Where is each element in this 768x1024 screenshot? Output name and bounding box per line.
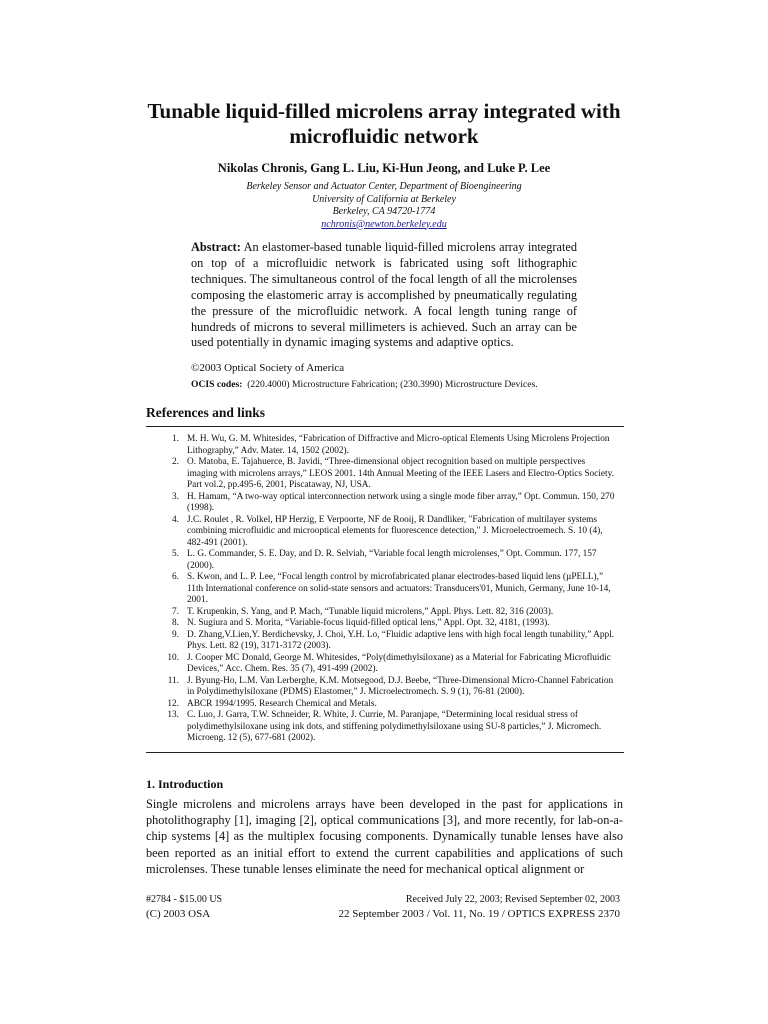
affiliation-line: Berkeley, CA 94720-1774 xyxy=(332,206,436,217)
reference-text: S. Kwon, and L. P. Lee, “Focal length control by microfabricated planar electrodes-based liquid lens (µPELL),” 11th International conference on solid-state sensors and actuators: Transducers'01, Munich, Germany, June 10-14, 2001. xyxy=(187,572,611,605)
references-heading: References and links xyxy=(146,405,266,420)
footer-right xyxy=(338,893,620,921)
reference-text: D. Zhang,V.Lien,Y. Berdichevsky, J. Choi, Y.H. Lo, “Fluidic adaptive lens with high focal length tunability,” Appl. Phys. Lett. 82 (19), 3171-3172 (2003). xyxy=(187,629,615,651)
ocis-codes xyxy=(191,379,538,390)
reference-number: 13. xyxy=(167,710,179,720)
footer-received: Received July 22, 2003; Revised September 02, 2003 xyxy=(405,894,620,905)
divider xyxy=(146,752,624,753)
reference-item xyxy=(146,515,624,550)
reference-item xyxy=(146,630,624,653)
affiliation xyxy=(150,181,618,231)
reference-text: H. Hamam, “A two-way optical interconnection network using a single mode fiber array,” Opt. Commun. 150, 270 (1998). xyxy=(187,491,615,513)
reference-number: 4. xyxy=(172,514,179,525)
section-heading: 1. Introduction xyxy=(146,777,224,791)
reference-number: 3. xyxy=(172,491,179,502)
reference-number: 12. xyxy=(167,698,179,709)
reference-number: 2. xyxy=(172,457,179,467)
reference-text: L. G. Commander, S. E. Day, and D. R. Selviah, “Variable focal length microlenses,” Opt. Commun. 177, 157 (2000). xyxy=(187,549,597,571)
reference-text: J.C. Roulet , R. Volkel, HP Herzig, E Verpoorte, NF de Rooij, R Dandliker, "Fabrication of multilayer systems combining microfluidic and microoptical elements for fluorescence detection," J. Microelectroemech. S. 10 (4), 482-491 (2001). xyxy=(187,514,603,548)
reference-list xyxy=(146,434,624,745)
ocis-label: OCIS codes: xyxy=(191,379,243,390)
reference-number: 8. xyxy=(172,618,179,628)
reference-item xyxy=(146,549,624,572)
reference-text: O. Matoba, E. Tajahuerce, B. Javidi, “Three-dimensional object recognition based on multiple perspectives imaging with microlens arrays,” LEOS 2001. 14th Annual Meeting of the IEEE Lasers and Electro-Optics Society. Part vol.2, pp.495-6, 2001, Piscataway, NJ, USA. xyxy=(187,457,614,490)
reference-item xyxy=(146,676,624,699)
abstract-label: Abstract: xyxy=(191,240,241,254)
footer-price: #2784 - $15.00 US xyxy=(146,894,223,905)
reference-text: C. Luo, J. Garra, T.W. Schneider, R. White, J. Currie, M. Paranjape, “Determining local residual stress of polydimethylsiloxane using ink dots, and stiffening polydimethylsiloxane using SU-8 particles,” J. Micromech. Microeng. 12 (5), 677-681 (2002). xyxy=(187,710,602,743)
footer-journal-info: 22 September 2003 / Vol. 11, No. 19 / OPTICS EXPRESS 2370 xyxy=(338,908,620,920)
abstract xyxy=(191,240,577,351)
reference-number: 5. xyxy=(172,549,179,559)
reference-text: J. Cooper MC Donald, George M. Whitesides, “Poly(dimethylsiloxane) as a Material for Fabricating Microfluidic Devices,” Acc. Chem. Res. 35 (7), 491-499 (2002). xyxy=(187,652,611,674)
section-body: Single microlens and microlens arrays have been developed in the past for applications in photolithography [1], imaging [2], optical communications [3], and more recently, for lab-on-a-chip systems [4] as the multiplex focusing components. Dynamically tunable lenses have also been reported as an initial effort to extend the current capabilities and applications of such microlenses. These tunable lenses eliminate the need for mechanical optical alignment or xyxy=(146,797,623,876)
reference-item xyxy=(146,434,624,457)
reference-item xyxy=(146,699,624,711)
footer-copyright: (C) 2003 OSA xyxy=(146,908,211,920)
ocis-text: (220.4000) Microstructure Fabrication; (230.3990) Microstructure Devices. xyxy=(247,379,538,390)
reference-item xyxy=(146,710,624,745)
reference-item xyxy=(146,572,624,607)
reference-number: 7. xyxy=(172,606,179,617)
divider xyxy=(146,426,624,427)
reference-text: J. Byung-Ho, L.M. Van Lerberghe, K.M. Motsegood, D.J. Beebe, “Three-Dimensional Micro-Channel Fabrication in Polydimethylsiloxane (PDMS) Elastomer,” J. Microelectromech. S. 9 (1), 76-81 (2000). xyxy=(187,675,614,697)
footer-left xyxy=(146,893,222,921)
reference-text: T. Krupenkin, S. Yang, and P. Mach, “Tunable liquid microlens,” Appl. Phys. Lett. 82, 316 (2003). xyxy=(187,606,554,617)
affiliation-line: University of California at Berkeley xyxy=(312,193,456,205)
author-email-link[interactable]: nchronis@newton.berkeley.edu xyxy=(321,218,447,230)
reference-number: 6. xyxy=(172,572,179,582)
reference-text: N. Sugiura and S. Morita, “Variable-focus liquid-filled optical lens,” Appl. Opt. 32, 4181, (1993). xyxy=(187,618,550,628)
author-list: Nikolas Chronis, Gang L. Liu, Ki-Hun Jeong, and Luke P. Lee xyxy=(217,161,551,175)
copyright-line: ©2003 Optical Society of America xyxy=(191,362,345,374)
reference-number: 9. xyxy=(172,629,179,640)
reference-item xyxy=(146,607,624,619)
reference-item xyxy=(146,618,624,630)
reference-number: 11. xyxy=(167,675,179,686)
reference-item xyxy=(146,653,624,676)
reference-text: M. H. Wu, G. M. Whitesides, “Fabrication of Diffractive and Micro-optical Elements Using Microlens Projection Lithography,” Adv. Mater. 14, 1502 (2002). xyxy=(187,434,610,456)
reference-item xyxy=(146,492,624,515)
reference-number: 1. xyxy=(172,434,179,444)
reference-number: 10. xyxy=(167,652,179,663)
reference-item xyxy=(146,457,624,492)
paper-title: Tunable liquid-filled microlens array integrated with microfluidic network xyxy=(147,99,621,148)
abstract-text: An elastomer-based tunable liquid-filled microlens array integrated on top of a microfluidic network is fabricated using soft lithographic techniques. The simultaneous control of the focal length of all the microlenses composing the elastomeric array is accomplished by pneumatically regulating the pressure of the microfluidic network. A focal length tuning range of hundreds of microns to several millimeters is achieved. Such an array can be used potentially in dynamic imaging systems and adaptive optics. xyxy=(191,240,577,350)
reference-text: ABCR 1994/1995. Research Chemical and Metals. xyxy=(187,698,377,709)
affiliation-line: Berkeley Sensor and Actuator Center, Department of Bioengineering xyxy=(246,181,522,192)
